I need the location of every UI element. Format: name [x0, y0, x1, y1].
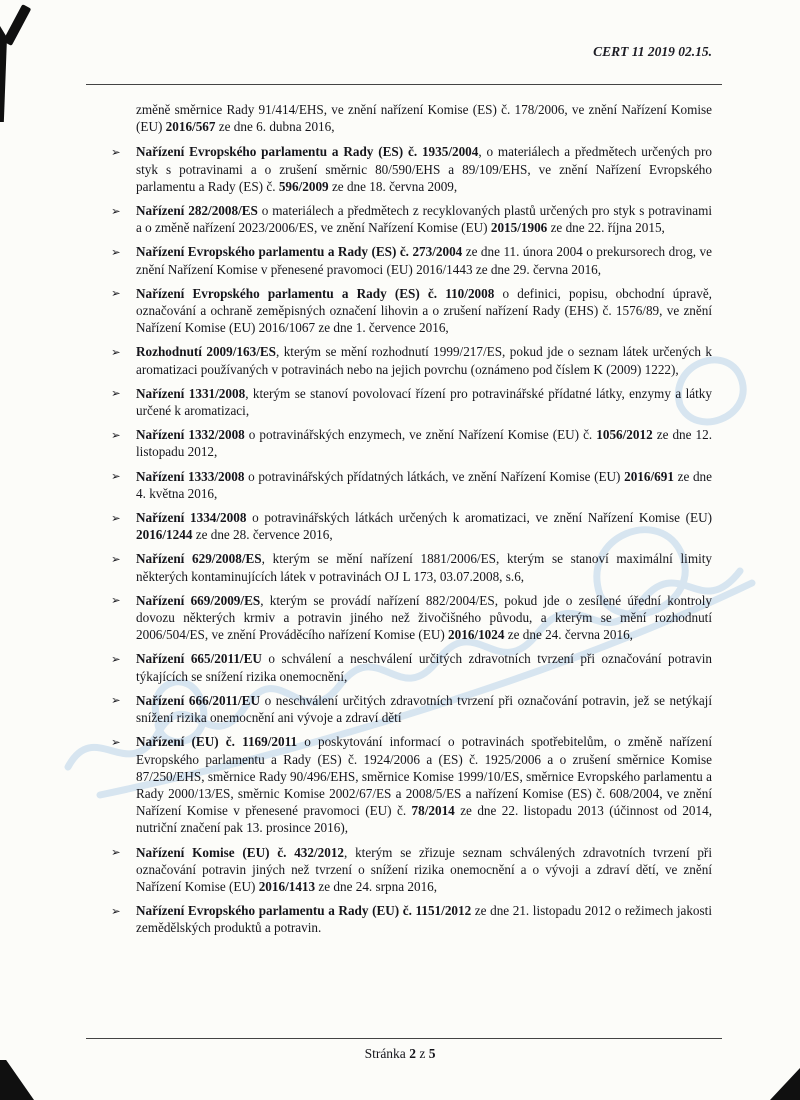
regulation-text: [136, 202, 712, 236]
regulation-item: [111, 650, 712, 684]
regulation-text: [136, 650, 712, 684]
regulation-ref-bold: Nařízení 629/2008/ES: [136, 551, 262, 567]
bullet-arrow-icon: ➢: [111, 551, 121, 566]
regulation-ref-bold: Nařízení Evropského parlamentu a Rady (ES) č. 110/2008: [136, 285, 495, 301]
bullet-arrow-icon: ➢: [111, 593, 121, 608]
scan-artifact-left-edge: [0, 26, 7, 122]
regulation-ref-bold: 2016/567: [165, 119, 216, 135]
document-content: [111, 101, 713, 944]
bullet-arrow-icon: ➢: [111, 286, 121, 301]
regulation-item: [111, 426, 712, 460]
regulation-item: [111, 844, 712, 896]
regulation-text-run: o poskytování informací o potravinách spotřebitelům, o změně nařízení Evropského parlamentu a Rady (ES) č. 1924/2006 a (ES) č. 1925/2006 a o zrušení směrnice Komise 87/250/EHS, směrnice Rady 90/496/EHS, směrnice Komise 1999/10/ES, směrnice Evropského parlamentu a Rady 2000/13/ES, směrnic Komise 2002/67/ES a 2008/5/ES a nařízení Komise (ES) č. 608/2004, ve znění Nařízení Komise v přenesené pravomoci (EU) č.: [136, 734, 712, 819]
footer-divider: [86, 1038, 722, 1039]
regulation-text-run: , o materiálech a předmětech určených pro styk s potravinami a o zrušení směrnic 80/590/EHS a 89/109/EHS, ve znění Nařízení Evropského parlamentu a Rady (ES) č.: [136, 144, 712, 194]
regulation-item: [111, 385, 712, 419]
regulation-text-run: ze dne 28. července 2016,: [192, 527, 333, 543]
regulation-text-run: , kterým se zřizuje seznam schválených zdravotních tvrzení při označování potravin jiných než tvrzení o snížení rizika onemocnění a o vývoji a zdraví dětí, ve znění Nařízení Komise (EU): [136, 844, 712, 894]
regulation-ref-bold: Nařízení 1332/2008: [136, 427, 245, 443]
regulation-ref-bold: Nařízení 1333/2008: [136, 468, 245, 484]
regulation-text: [136, 426, 712, 460]
bullet-arrow-icon: ➢: [111, 427, 121, 442]
page-current: 2: [409, 1046, 416, 1061]
regulation-item: [111, 202, 712, 236]
regulation-item: [111, 285, 712, 337]
scan-artifact-top-left: [3, 4, 32, 46]
regulation-list: [111, 143, 713, 936]
regulation-ref-bold: 1056/2012: [596, 427, 653, 443]
regulation-text-run: , kterým se provádí nařízení 882/2004/ES, pokud jde o zesílené úřední kontroly dovozu některých krmiv a potravin jiného než živočišného původu, a kterým se mění rozhodnutí 2006/504/ES, ve znění Prováděcího nařízení Komise (EU): [136, 592, 712, 643]
bullet-arrow-icon: ➢: [111, 693, 121, 708]
regulation-text: [136, 592, 712, 644]
regulation-text-run: ze dne 21. listopadu 2012 o režimech jakosti zemědělských produktů a potravin.: [136, 903, 712, 936]
document-code: CERT 11 2019 02.15.: [593, 44, 712, 59]
page-total: 5: [428, 1046, 436, 1061]
regulation-ref-bold: Nařízení Evropského parlamentu a Rady (ES) č. 1935/2004: [136, 144, 479, 160]
regulation-text-run: ze dne 4. května 2016,: [136, 468, 712, 501]
regulation-ref-bold: 2016/1413: [258, 878, 316, 894]
regulation-text: [136, 550, 712, 584]
scan-artifact-bottom-left: [0, 1060, 34, 1100]
regulation-ref-bold: Rozhodnutí 2009/163/ES: [136, 344, 276, 360]
bullet-arrow-icon: ➢: [111, 510, 121, 525]
regulation-text: [136, 902, 712, 936]
page-label: Stránka: [364, 1046, 406, 1061]
regulation-text: [136, 343, 712, 377]
regulation-text-run: o potravinářských enzymech, ve znění Nařízení Komise (EU) č.: [244, 427, 597, 443]
header-divider: [86, 84, 722, 85]
bullet-arrow-icon: ➢: [111, 469, 121, 484]
regulation-ref-bold: Nařízení 666/2011/EU: [136, 692, 260, 708]
bullet-arrow-icon: ➢: [111, 734, 121, 749]
regulation-text-run: o potravinářských látkách určených k aromatizaci, ve znění Nařízení Komise (EU): [246, 510, 712, 526]
bullet-arrow-icon: ➢: [111, 244, 121, 259]
page-separator: z: [419, 1046, 426, 1061]
regulation-ref-bold: 2016/1024: [448, 627, 505, 643]
bullet-arrow-icon: ➢: [111, 344, 121, 359]
continuation-paragraph: [136, 101, 712, 135]
regulation-text-run: o materiálech a předmětech z recyklovaných plastů určených pro styk s potravinami a o změně nařízení 2023/2006/ES, ve znění Nařízení Komise (EU): [136, 203, 712, 236]
regulation-ref-bold: Nařízení Evropského parlamentu a Rady (EU) č. 1151/2012: [136, 903, 472, 919]
regulation-item: [111, 143, 712, 195]
page-number: [0, 1046, 800, 1062]
bullet-arrow-icon: ➢: [111, 651, 121, 666]
regulation-text: [136, 733, 712, 836]
regulation-ref-bold: Nařízení Komise (EU) č. 432/2012: [136, 844, 345, 860]
regulation-text-run: , kterým se stanoví povolovací řízení pro potravinářské přídatné látky, enzymy a látky určené k aromatizaci,: [136, 385, 712, 419]
regulation-ref-bold: 2016/1244: [136, 527, 193, 543]
regulation-ref-bold: 596/2009: [278, 178, 329, 194]
regulation-item: [111, 902, 712, 936]
bullet-arrow-icon: ➢: [111, 144, 121, 159]
bullet-arrow-icon: ➢: [111, 203, 121, 218]
regulation-ref-bold: Nařízení 1331/2008: [136, 385, 246, 401]
regulation-text-run: o definici, popisu, obchodní úpravě, označování a ochraně zeměpisných označení lihovin a o zrušení nařízení Rady (EHS) č. 1576/89, ve znění Nařízení Komise (EU) 2016/1067 ze dne 1. července 2016,: [136, 285, 712, 336]
regulation-item: [111, 509, 712, 543]
regulation-text-run: ze dne 11. února 2004 o prekursorech drog, ve znění Nařízení Komise v přenesené pravomoci (EU) 2016/1443 ze dne 29. června 2016,: [136, 244, 712, 277]
regulation-ref-bold: 2015/1906: [490, 220, 548, 236]
regulation-text-run: o potravinářských přídatných látkách, ve znění Nařízení Komise (EU): [244, 468, 625, 484]
regulation-ref-bold: Nařízení (EU) č. 1169/2011: [136, 734, 298, 750]
regulation-ref-bold: Nařízení 665/2011/EU: [136, 651, 262, 667]
bullet-arrow-icon: ➢: [111, 386, 121, 401]
regulation-text: [136, 509, 712, 543]
document-header: [0, 44, 712, 60]
regulation-item: [111, 733, 712, 836]
regulation-text: [136, 844, 712, 896]
scan-artifact-bottom-right: [770, 1068, 800, 1100]
regulation-item: [111, 692, 713, 726]
regulation-ref-bold: Nařízení 1334/2008: [136, 510, 247, 526]
regulation-item: [111, 343, 712, 377]
regulation-text: [136, 243, 712, 277]
bullet-arrow-icon: ➢: [111, 845, 121, 860]
regulation-ref-bold: 2016/691: [624, 468, 674, 484]
regulation-item: [111, 592, 712, 644]
regulation-text: [136, 468, 712, 502]
regulation-text-run: , kterým se mění rozhodnutí 1999/217/ES, pokud jde o seznam látek určených k aromatizaci používaných v potravinách nebo na jejich povrchu (oznámeno pod číslem K (2009) 1222),: [136, 344, 712, 377]
regulation-text-run: změně směrnice Rady 91/414/EHS, ve znění nařízení Komise (ES) č. 178/2006, ve znění Nařízení Komise (EU): [136, 102, 712, 135]
regulation-text-run: o neschválení určitých zdravotních tvrzení při označování potravin, jež se netýkají snížení rizika onemocnění ani vývoje a zdraví dětí: [136, 692, 713, 726]
regulation-text-run: ze dne 24. srpna 2016,: [315, 878, 438, 894]
regulation-item: [111, 550, 712, 584]
bullet-arrow-icon: ➢: [111, 903, 121, 918]
regulation-ref-bold: Nařízení 669/2009/ES: [136, 592, 261, 608]
regulation-text-run: , kterým se mění nařízení 1881/2006/ES, kterým se stanoví maximální limity některých kontaminujících látek v potravinách OJ L 173, 03.07.2008, s.6,: [136, 551, 712, 584]
regulation-text-run: ze dne 24. června 2016,: [504, 627, 633, 643]
regulation-item: [111, 468, 712, 502]
regulation-text-run: o schválení a neschválení určitých zdravotních tvrzení při označování potravin týkajících se snížení rizika onemocnění,: [136, 651, 712, 684]
regulation-text: [136, 143, 712, 195]
regulation-ref-bold: Nařízení Evropského parlamentu a Rady (ES) č. 273/2004: [136, 244, 463, 260]
regulation-text: [136, 285, 712, 337]
regulation-text-run: ze dne 22. listopadu 2013 (účinnost od 2014, nutriční značení pak 13. prosince 2016),: [136, 803, 712, 836]
regulation-text-run: ze dne 18. června 2009,: [328, 178, 458, 194]
regulation-text: [136, 692, 712, 726]
regulation-text-run: ze dne 6. dubna 2016,: [215, 119, 335, 135]
regulation-item: [111, 243, 712, 277]
regulation-text-run: ze dne 22. října 2015,: [547, 220, 665, 236]
regulation-ref-bold: Nařízení 282/2008/ES: [136, 203, 258, 219]
regulation-ref-bold: 78/2014: [411, 803, 455, 819]
regulation-text: [136, 385, 712, 419]
regulation-text-run: ze dne 12. listopadu 2012,: [136, 427, 712, 460]
